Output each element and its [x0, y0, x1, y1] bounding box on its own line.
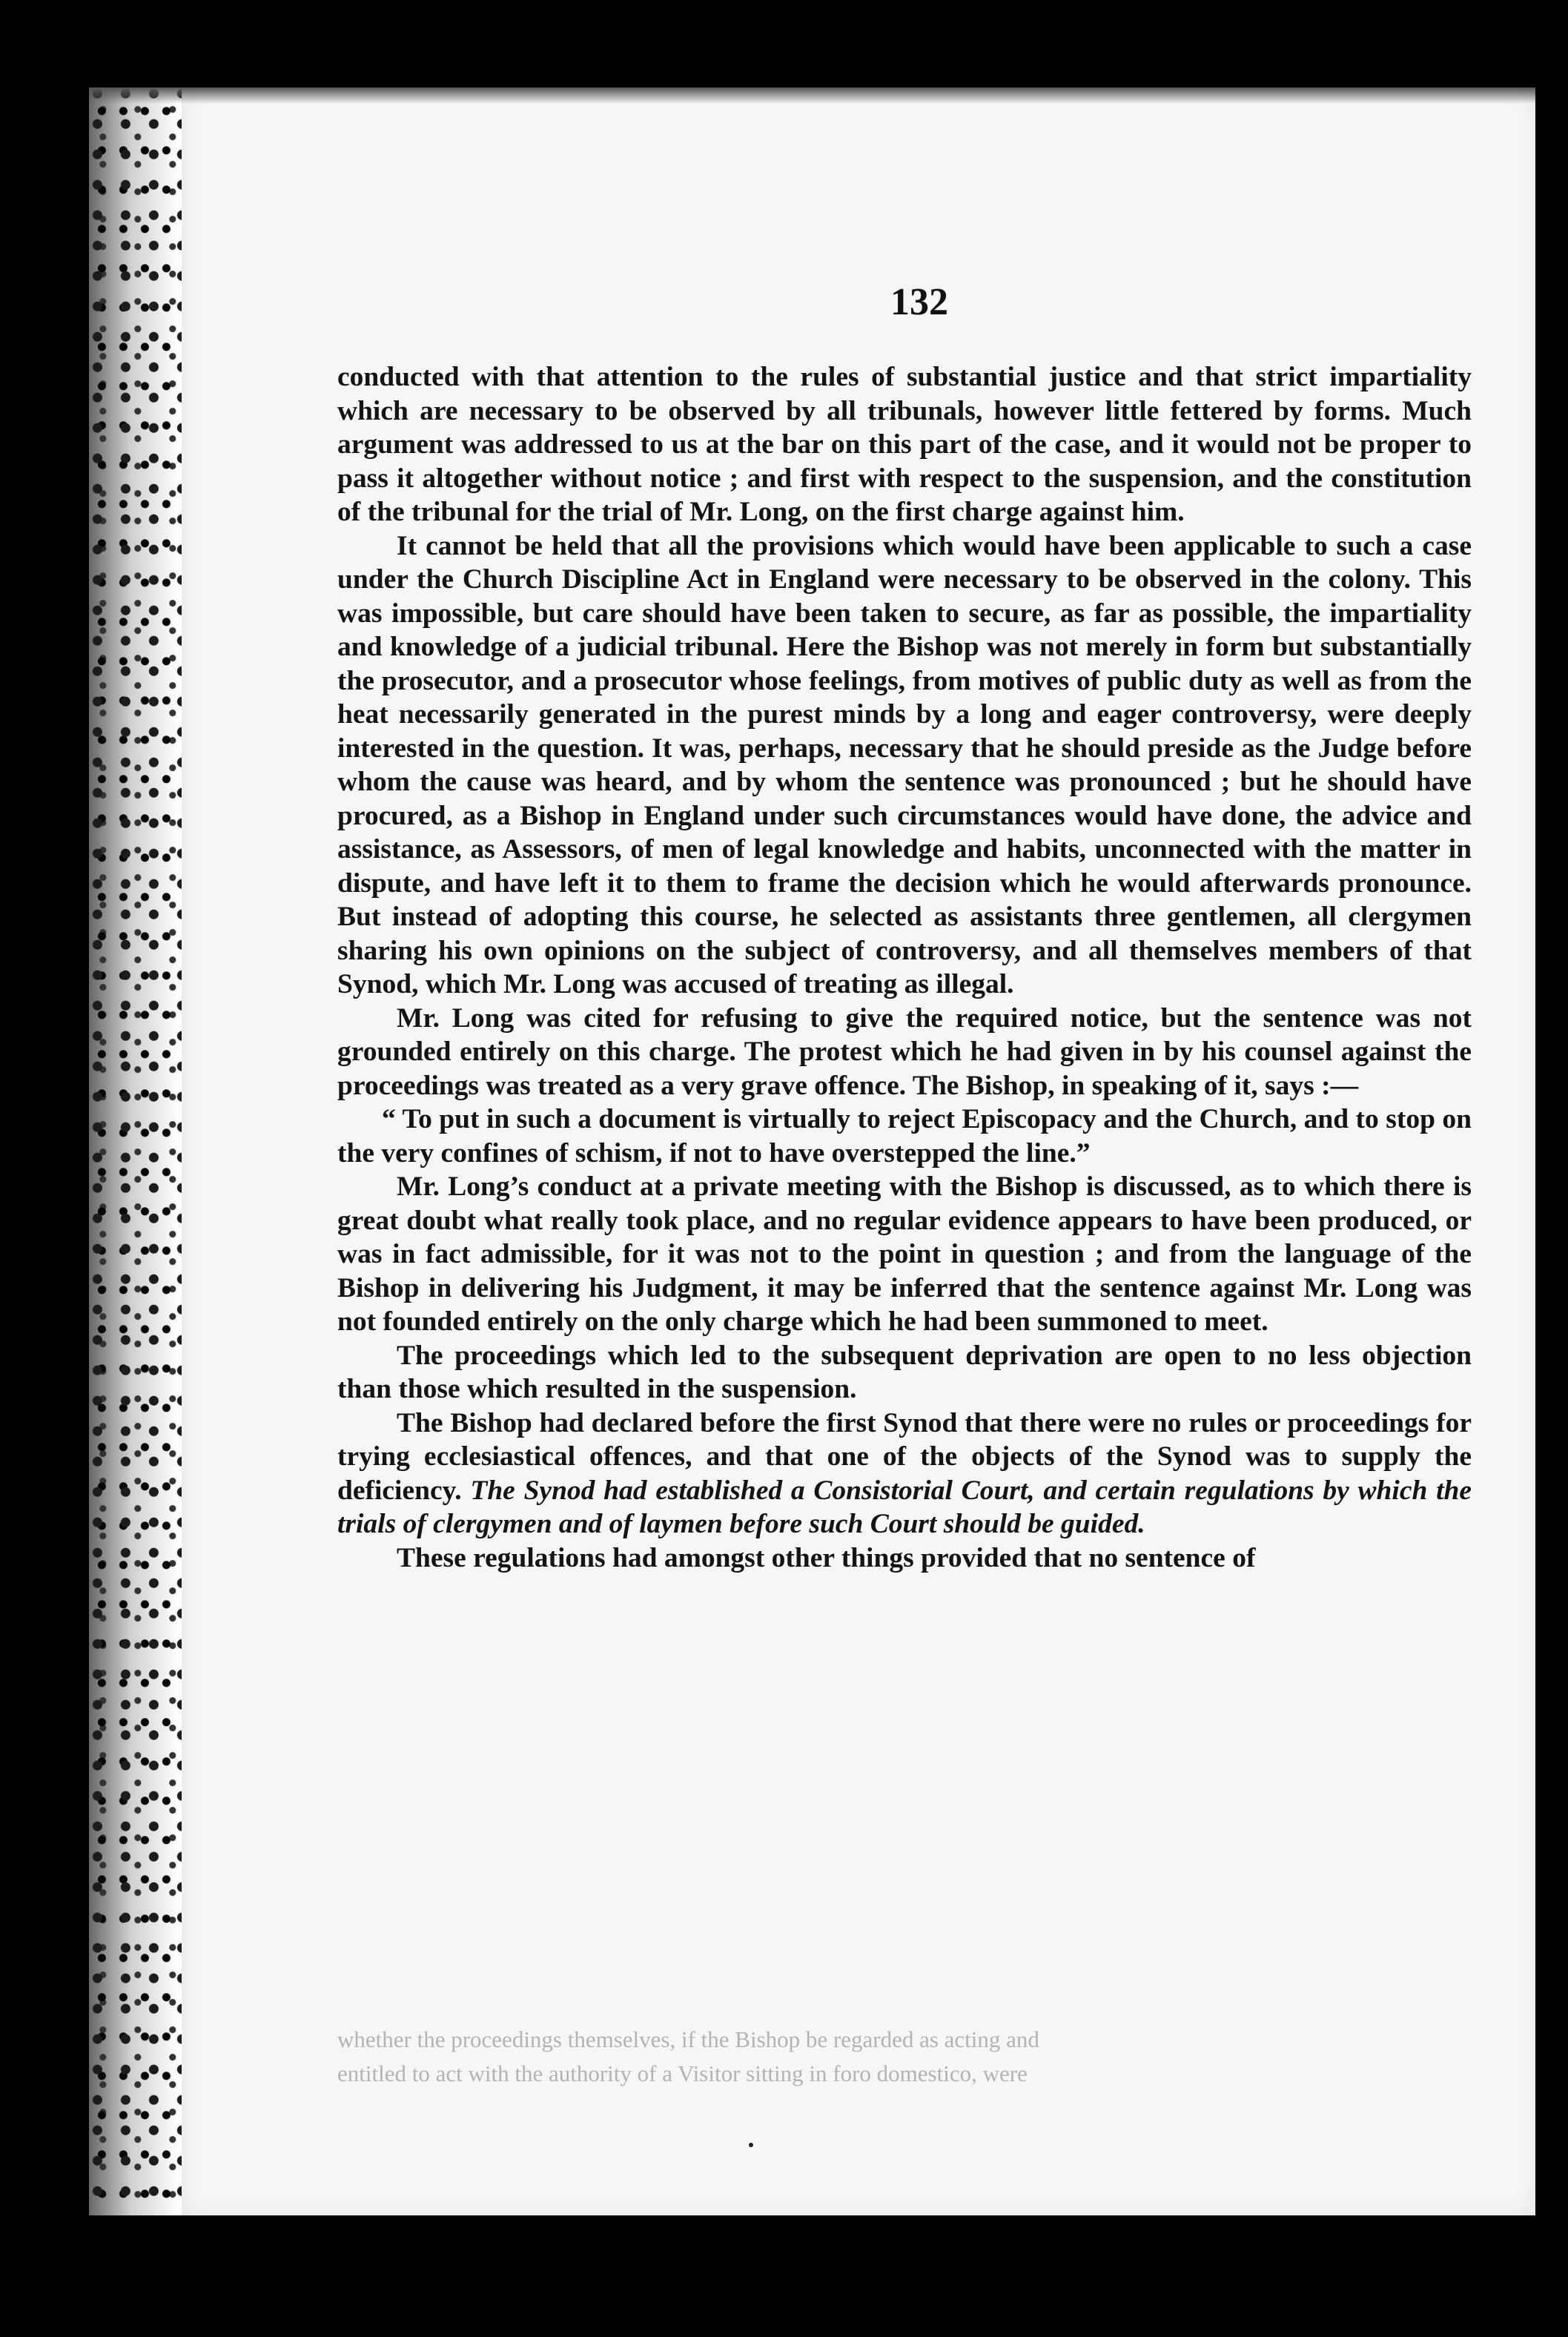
last-line: These regulations had amongst other things provided that no sentence of	[397, 1542, 1256, 1573]
binding-edge	[89, 87, 182, 2215]
paragraph-6	[337, 1407, 1472, 1541]
page-number: 132	[890, 281, 948, 323]
italic-sentence: The Synod had established a Consistorial Court, and certain regulations by which the trials of clergymen and of laymen before such Court should be guided.	[337, 1475, 1472, 1539]
bleed-line-1: whether the proceedings themselves, if the Bishop be regarded as acting and	[337, 2026, 1039, 2052]
paragraph-5: The proceedings which led to the subsequent deprivation are open to no less objection than those which resulted in the suspension.	[337, 1340, 1472, 1404]
body-text	[337, 360, 1472, 1575]
bleed-line-2: entitled to act with the authority of a Visitor sitting in foro domestico, were	[337, 2060, 1028, 2086]
quotation: “ To put in such a document is virtually to reject Episcopacy and the Church, and to stop on the very confines of schism, if not to have overstepped the line.”	[337, 1104, 1472, 1168]
paragraph-3: Mr. Long was cited for refusing to give the required notice, but the sentence was not grounded entirely on this charge. The protest which he had given in by his counsel against the proceedings was treated as a very grave offence. The Bishop, in speaking of it, says :—	[337, 1002, 1472, 1101]
paragraph-2: It cannot be held that all the provisions which would have been applicable to such a case under the Church Discipline Act in England were necessary to be observed in the colony. This was impossible, but care should have been taken to secure, as far as possible, the impartiality and knowledge of a judicial tribunal. Here the Bishop was not merely in form but substantially the prosecutor, and a prosecutor whose feelings, from motives of public duty as well as from the heat necessarily generated in the purest minds by a long and eager controversy, were deeply interested in the question. It was, perhaps, necessary that he should preside as the Judge before whom the cause was heard, and by whom the sentence was pronounced ; but he should have procured, as a Bishop in England under such circumstances would have done, the advice and assistance, as Assessors, of men of legal knowledge and habits, unconnected with the matter in dispute, and have left it to them to frame the decision which he would afterwards pronounce. But instead of adopting this course, he selected as assistants three gentlemen, all clergymen sharing his own opinions on the subject of controversy, and all themselves members of that Synod, which Mr. Long was accused of treating as illegal.	[337, 530, 1472, 999]
paragraph-1: conducted with that attention to the rules of substantial justice and that strict impartiality which are necessary to be observed by all tribunals, however little fettered by forms. Much argument was addressed to us at the bar on this part of the case, and it would not be proper to pass it altogether without notice ; and first with respect to the suspension, and the constitution of the tribunal for the trial of Mr. Long, on the first charge against him.	[337, 362, 1472, 527]
paragraph-6-text: The Bishop had declared before the first Synod that there were no rules or proceedings for trying ecclesiastical offences, and that one of the objects of the Synod was to supply the deficiency.	[337, 1407, 1472, 1506]
top-edge-shadow	[89, 87, 1535, 104]
paragraph-4: Mr. Long’s conduct at a private meeting with the Bishop is discussed, as to which there is great doubt what really took place, and no regular evidence appears to have been produced, or was in fact admissible, for it was not to the point in question ; and from the language of the Bishop in delivering his Judgment, it may be inferred that the sentence against Mr. Long was not founded entirely on the only charge which he had been summoned to meet.	[337, 1171, 1472, 1337]
ink-dot	[749, 2143, 753, 2147]
bleed-through-text	[337, 2023, 1472, 2091]
